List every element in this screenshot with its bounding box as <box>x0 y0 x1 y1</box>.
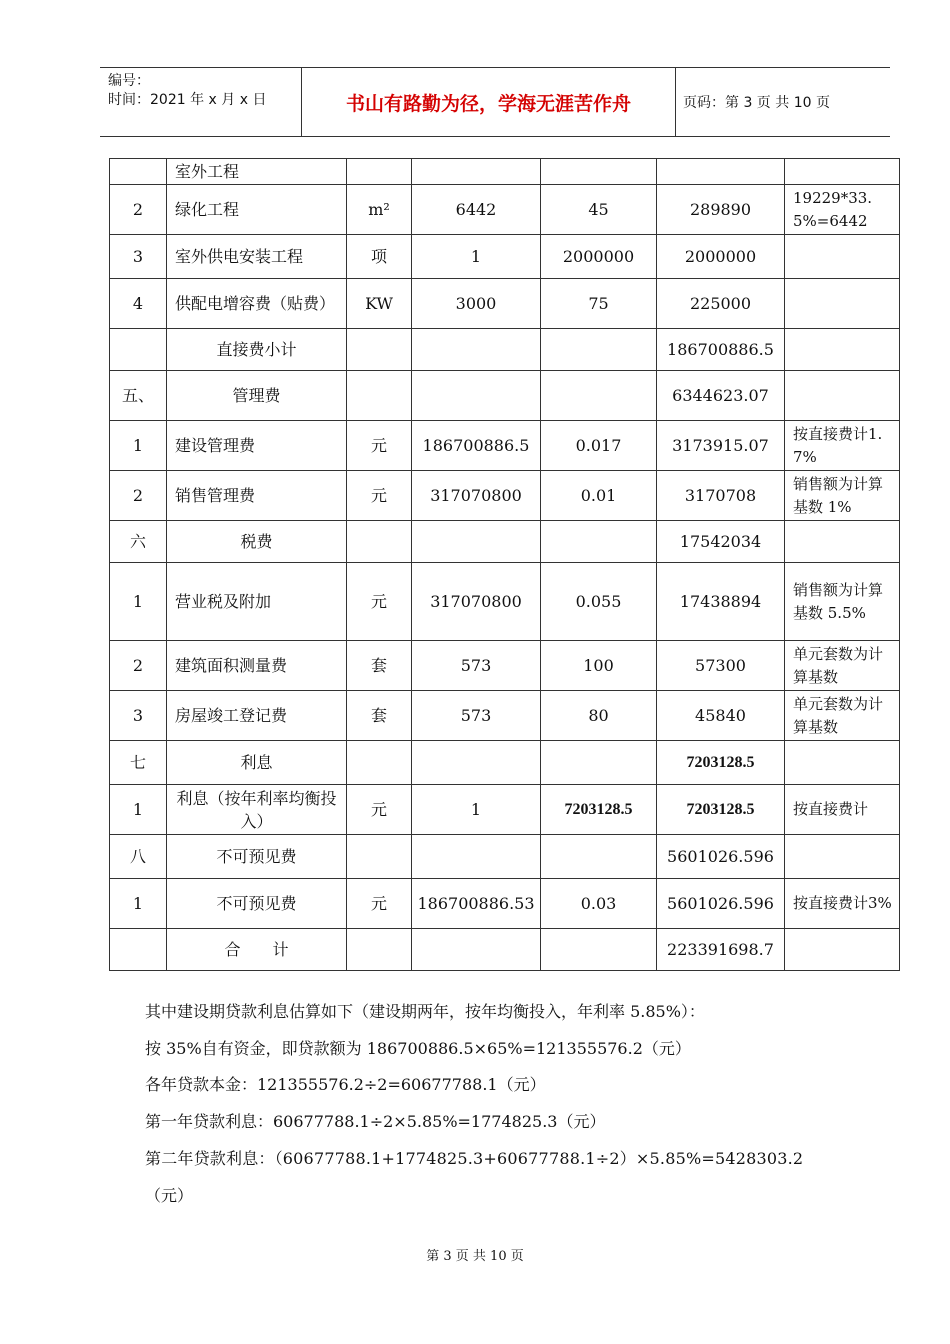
cell-unit: 元 <box>347 421 412 471</box>
cell-qty: 6442 <box>412 185 541 235</box>
cell-qty: 573 <box>412 691 541 741</box>
cell-idx: 1 <box>110 785 167 835</box>
text-p6: （元） <box>145 1186 194 1205</box>
table-row <box>110 159 900 185</box>
cell-idx: 七 <box>110 741 167 785</box>
cell-name: 绿化工程 <box>167 185 347 235</box>
cell-name: 建设管理费 <box>167 421 347 471</box>
cell-qty <box>412 929 541 971</box>
page-header <box>100 67 890 137</box>
cell-note <box>785 235 900 279</box>
cell-idx: 六 <box>110 521 167 563</box>
table-row <box>110 879 900 929</box>
cell-unit: 套 <box>347 691 412 741</box>
table-row <box>110 563 900 641</box>
cell-idx: 五、 <box>110 371 167 421</box>
table-row <box>110 185 900 235</box>
cell-price <box>541 741 657 785</box>
cell-idx: 八 <box>110 835 167 879</box>
cell-unit <box>347 929 412 971</box>
cell-idx <box>110 929 167 971</box>
cell-unit: KW <box>347 279 412 329</box>
cell-idx <box>110 329 167 371</box>
cell-idx: 2 <box>110 471 167 521</box>
cell-note: 单元套数为计算基数 <box>785 691 900 741</box>
cell-unit: 套 <box>347 641 412 691</box>
cell-unit: 项 <box>347 235 412 279</box>
cell-idx: 2 <box>110 641 167 691</box>
cell-unit <box>347 741 412 785</box>
cell-name: 建筑面积测量费 <box>167 641 347 691</box>
cell-amount: 186700886.5 <box>657 329 785 371</box>
cell-name: 销售管理费 <box>167 471 347 521</box>
cell-price <box>541 521 657 563</box>
cell-qty <box>412 159 541 185</box>
cell-price: 45 <box>541 185 657 235</box>
cell-qty: 186700886.5 <box>412 421 541 471</box>
cell-qty: 1 <box>412 785 541 835</box>
cell-price <box>541 159 657 185</box>
table-row <box>110 835 900 879</box>
cell-idx: 4 <box>110 279 167 329</box>
cell-name: 房屋竣工登记费 <box>167 691 347 741</box>
table-row <box>110 371 900 421</box>
text-p4: 第一年贷款利息：60677788.1÷2×5.85%=1774825.3（元） <box>145 1112 606 1131</box>
cell-price: 80 <box>541 691 657 741</box>
table-row <box>110 329 900 371</box>
cell-unit: 元 <box>347 785 412 835</box>
cell-note <box>785 835 900 879</box>
cell-amount: 289890 <box>657 185 785 235</box>
cell-idx: 2 <box>110 185 167 235</box>
cell-qty <box>412 371 541 421</box>
cell-unit: 元 <box>347 879 412 929</box>
cell-unit <box>347 521 412 563</box>
cell-note: 按直接费计 <box>785 785 900 835</box>
cell-qty: 1 <box>412 235 541 279</box>
cell-unit: 元 <box>347 563 412 641</box>
cell-idx: 3 <box>110 691 167 741</box>
cell-price <box>541 371 657 421</box>
cell-amount: 3170708 <box>657 471 785 521</box>
cell-qty: 186700886.53 <box>412 879 541 929</box>
header-time: 时间：2021 年 x 月 x 日 <box>108 92 267 108</box>
header-meta <box>108 72 298 110</box>
cell-name: 室外供电安装工程 <box>167 235 347 279</box>
text-p5: 第二年贷款利息：（60677788.1+1774825.3+60677788.1÷2）×5.85%=5428303.2 <box>145 1149 804 1168</box>
cell-idx: 1 <box>110 421 167 471</box>
cell-qty: 317070800 <box>412 471 541 521</box>
cell-amount: 45840 <box>657 691 785 741</box>
cell-price <box>541 329 657 371</box>
cell-note <box>785 159 900 185</box>
cell-amount: 7203128.5 <box>657 741 785 785</box>
cell-name: 不可预见费 <box>167 835 347 879</box>
cell-name: 直接费小计 <box>167 329 347 371</box>
cell-qty <box>412 835 541 879</box>
cell-unit <box>347 835 412 879</box>
cell-price: 100 <box>541 641 657 691</box>
text-p3: 各年贷款本金：121355576.2÷2=60677788.1（元） <box>145 1075 546 1094</box>
cell-amount: 57300 <box>657 641 785 691</box>
cell-price <box>541 929 657 971</box>
table-row <box>110 785 900 835</box>
cell-name: 室外工程 <box>167 159 347 185</box>
cell-note <box>785 521 900 563</box>
cell-name: 合 计 <box>167 929 347 971</box>
cell-note: 销售额为计算基数 5.5% <box>785 563 900 641</box>
cell-note <box>785 329 900 371</box>
table-row <box>110 471 900 521</box>
cell-name: 利息（按年利率均衡投入） <box>167 785 347 835</box>
header-page-info: 页码：第 3 页 共 10 页 <box>683 95 830 111</box>
cell-name: 利息 <box>167 741 347 785</box>
table-row <box>110 279 900 329</box>
cell-name: 管理费 <box>167 371 347 421</box>
cell-unit <box>347 159 412 185</box>
cell-qty <box>412 521 541 563</box>
table-row <box>110 929 900 971</box>
cell-idx: 1 <box>110 563 167 641</box>
cell-idx: 3 <box>110 235 167 279</box>
cell-amount: 5601026.596 <box>657 835 785 879</box>
cell-amount: 2000000 <box>657 235 785 279</box>
cell-qty <box>412 741 541 785</box>
cell-note <box>785 929 900 971</box>
cell-note: 销售额为计算基数 1% <box>785 471 900 521</box>
cell-qty: 3000 <box>412 279 541 329</box>
table-row <box>110 641 900 691</box>
cell-qty: 573 <box>412 641 541 691</box>
cell-unit <box>347 371 412 421</box>
cell-amount: 3173915.07 <box>657 421 785 471</box>
table-row <box>110 691 900 741</box>
cell-price: 7203128.5 <box>541 785 657 835</box>
cell-idx: 1 <box>110 879 167 929</box>
cell-price <box>541 835 657 879</box>
header-motto: 书山有路勤为径，学海无涯苦作舟 <box>301 68 676 136</box>
cell-name: 税费 <box>167 521 347 563</box>
cell-amount: 17542034 <box>657 521 785 563</box>
page-footer: 第 3 页 共 10 页 <box>426 1249 524 1264</box>
cell-price: 0.055 <box>541 563 657 641</box>
cell-amount: 6344623.07 <box>657 371 785 421</box>
cell-unit: m² <box>347 185 412 235</box>
cell-note: 单元套数为计算基数 <box>785 641 900 691</box>
cell-price: 0.03 <box>541 879 657 929</box>
cell-price: 75 <box>541 279 657 329</box>
cell-amount: 223391698.7 <box>657 929 785 971</box>
cell-qty: 317070800 <box>412 563 541 641</box>
cost-table <box>109 158 900 971</box>
cell-unit <box>347 329 412 371</box>
cell-note: 按直接费计1.7% <box>785 421 900 471</box>
cell-amount: 5601026.596 <box>657 879 785 929</box>
cell-note <box>785 279 900 329</box>
table-row <box>110 235 900 279</box>
table-row <box>110 421 900 471</box>
table-row <box>110 521 900 563</box>
cell-amount: 225000 <box>657 279 785 329</box>
text-p2: 按 35%自有资金，即贷款额为 186700886.5×65%=121355576.2（元） <box>145 1039 691 1058</box>
cell-amount: 7203128.5 <box>657 785 785 835</box>
text-p1: 其中建设期贷款利息估算如下（建设期两年，按年均衡投入，年利率 5.85%）： <box>145 1002 705 1021</box>
cell-qty <box>412 329 541 371</box>
cell-amount <box>657 159 785 185</box>
cell-name: 不可预见费 <box>167 879 347 929</box>
cell-price: 0.017 <box>541 421 657 471</box>
cell-price: 0.01 <box>541 471 657 521</box>
cell-note <box>785 371 900 421</box>
cell-note: 19229*33.5%=6442 <box>785 185 900 235</box>
cell-amount: 17438894 <box>657 563 785 641</box>
header-number: 编号： <box>108 73 150 89</box>
cell-name: 营业税及附加 <box>167 563 347 641</box>
cell-idx <box>110 159 167 185</box>
cell-note: 按直接费计3% <box>785 879 900 929</box>
cell-unit: 元 <box>347 471 412 521</box>
cell-note <box>785 741 900 785</box>
cell-price: 2000000 <box>541 235 657 279</box>
table-row <box>110 741 900 785</box>
cell-name: 供配电增容费（贴费） <box>167 279 347 329</box>
